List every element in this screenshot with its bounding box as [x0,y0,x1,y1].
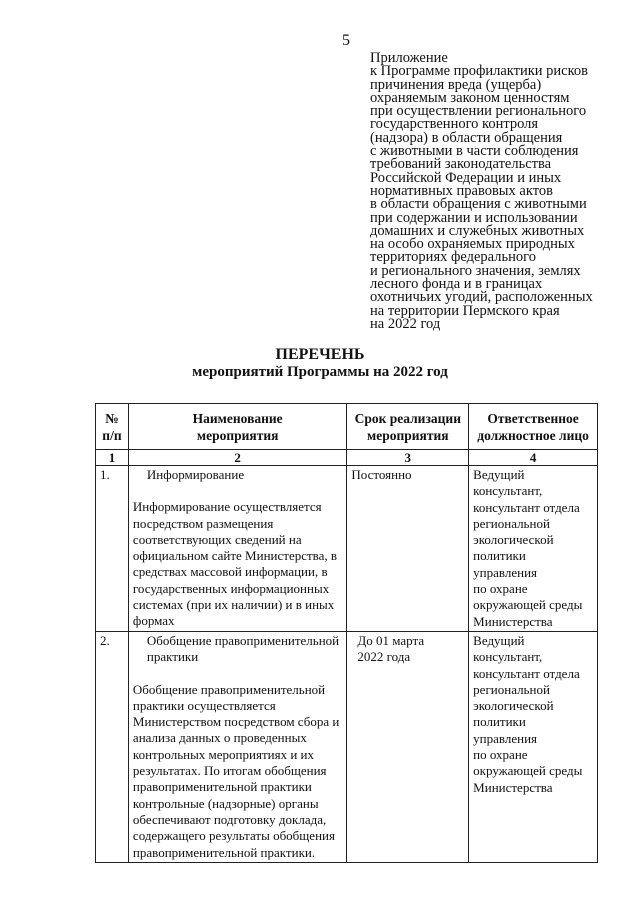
activity-name: Информирование [146,467,245,482]
column-number-row [96,450,598,466]
table-header-row [96,404,598,450]
activity-responsible: Ведущий консультант, консультант отдела региональной экологической политики управления по охране окружающей среды Министерства [469,631,598,862]
table-row [96,466,598,632]
column-number: 4 [469,450,598,466]
row-number: 1. [96,466,129,632]
activities-table [95,403,598,863]
document-title: ПЕРЕЧЕНЬ [275,346,365,363]
activity-description: Обобщение правоприменительной практики осуществляется Министерством посредством сбора и анализа данных о проведенных контрольных мероприятиях и их результатах. По итогам обобщения правоприменительной практики контрольные (надзорные) органы обеспечивают подготовку доклада, содержащего результаты обобщения правоприменительной практики. [132,681,340,860]
activity-term: До 01 марта 2022 года [347,631,469,862]
header-term: Срок реализации мероприятия [347,404,469,450]
page-number: 5 [342,32,350,49]
appendix-note: Приложение к Программе профилактики рисков причинения вреда (ущерба) охраняемым законом ценностям при осуществлении регионального государственного контроля (надзора) в области обращения с животными в части соблюдения требований законодательства Российской Федерации и иных нормативных правовых актов в области обращения с животными при содержании и использовании домашних и служебных животных на особо охраняемых природных территориях федерального и регионального значения, землях лесного фонда и в границах охотничьих угодий, расположенных на территории Пермского края на 2022 год [370,50,593,332]
header-responsible: Ответственное должностное лицо [469,404,598,450]
column-number: 2 [128,450,346,466]
column-number: 1 [96,450,129,466]
header-number: № п/п [96,404,129,450]
table-row [96,631,598,862]
activity-responsible: Ведущий консультант, консультант отдела региональной экологической политики управления по охране окружающей среды Министерства [469,466,598,632]
row-number: 2. [96,631,129,862]
activity-name: Обобщение правоприменительной практики [146,632,340,665]
activity-description: Информирование осуществляется посредством размещения соответствующих сведений на официальном сайте Министерства, в средствах массовой информации, в государственных информационных системах (при их наличии) и в иных формах [132,499,338,629]
activity-term: Постоянно [347,466,469,632]
activity-cell [128,631,346,862]
column-number: 3 [347,450,469,466]
document-heading [0,346,640,381]
document-subtitle: мероприятий Программы на 2022 год [192,364,448,380]
header-name: Наименование мероприятия [128,404,346,450]
activity-cell [128,466,346,632]
